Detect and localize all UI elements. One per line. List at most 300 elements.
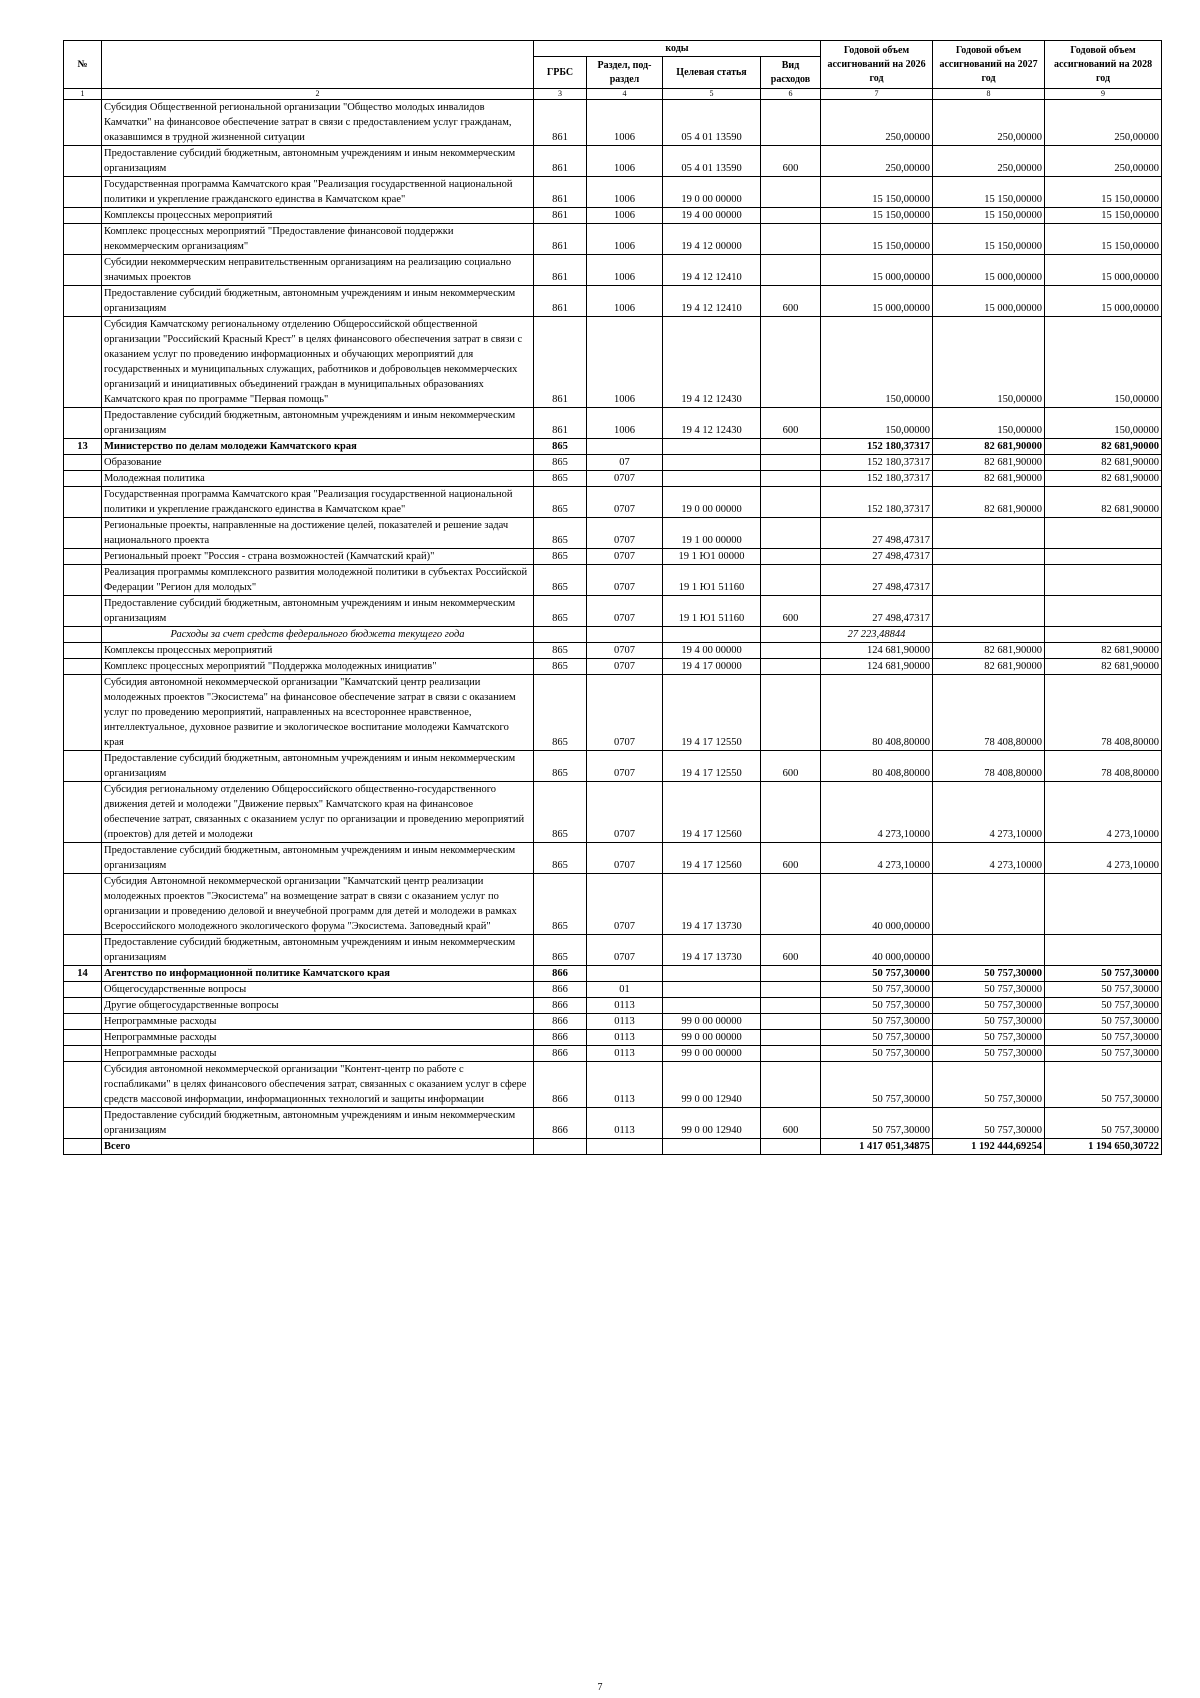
cell-2028: 4 273,10000 (1045, 782, 1162, 843)
cell-target: 19 4 17 12560 (663, 782, 761, 843)
cell-num (64, 874, 102, 935)
cell-name: Государственная программа Камчатского края "Реализация государственной национальной политики и укрепление гражданского единства в Камчатском крае" (102, 487, 534, 518)
cell-num (64, 998, 102, 1014)
cell-target: 19 4 12 12410 (663, 255, 761, 286)
cell-2026: 15 150,00000 (821, 208, 933, 224)
cell-num (64, 1014, 102, 1030)
cell-grbs: 861 (534, 146, 587, 177)
cell-section: 0707 (587, 751, 663, 782)
cell-2028: 82 681,90000 (1045, 487, 1162, 518)
cell-grbs: 865 (534, 455, 587, 471)
cell-2028 (1045, 627, 1162, 643)
cell-2027 (933, 565, 1045, 596)
cell-grbs: 866 (534, 1030, 587, 1046)
cell-name: Агентство по информационной политике Камчатского края (102, 966, 534, 982)
cell-2027: 82 681,90000 (933, 471, 1045, 487)
cell-grbs: 866 (534, 982, 587, 998)
cell-grbs: 865 (534, 549, 587, 565)
cell-2028: 78 408,80000 (1045, 751, 1162, 782)
cell-target: 19 4 17 13730 (663, 935, 761, 966)
cell-2027 (933, 627, 1045, 643)
cell-2026: 50 757,30000 (821, 1108, 933, 1139)
table-row (64, 782, 1162, 843)
column-index: 9 (1045, 89, 1162, 100)
column-index: 1 (64, 89, 102, 100)
cell-num (64, 471, 102, 487)
cell-kind (761, 966, 821, 982)
table-row (64, 998, 1162, 1014)
cell-num (64, 596, 102, 627)
cell-section: 0707 (587, 935, 663, 966)
cell-grbs: 865 (534, 439, 587, 455)
cell-name: Всего (102, 1139, 534, 1155)
table-row (64, 751, 1162, 782)
cell-grbs: 865 (534, 843, 587, 874)
cell-num (64, 408, 102, 439)
table-row (64, 208, 1162, 224)
table-row (64, 471, 1162, 487)
cell-kind (761, 317, 821, 408)
column-index: 7 (821, 89, 933, 100)
cell-section: 0707 (587, 874, 663, 935)
cell-grbs: 866 (534, 1014, 587, 1030)
cell-2026: 80 408,80000 (821, 751, 933, 782)
cell-2028: 15 000,00000 (1045, 255, 1162, 286)
cell-target (663, 966, 761, 982)
table-row (64, 843, 1162, 874)
cell-section: 0707 (587, 596, 663, 627)
cell-kind: 600 (761, 751, 821, 782)
cell-target: 19 4 00 00000 (663, 208, 761, 224)
cell-name: Комплексы процессных мероприятий (102, 643, 534, 659)
cell-kind (761, 100, 821, 146)
cell-2027: 15 150,00000 (933, 208, 1045, 224)
column-index: 6 (761, 89, 821, 100)
table-row (64, 317, 1162, 408)
cell-grbs: 861 (534, 177, 587, 208)
header-num: № (64, 41, 102, 89)
cell-2027: 15 000,00000 (933, 255, 1045, 286)
cell-num (64, 100, 102, 146)
cell-num: 14 (64, 966, 102, 982)
cell-grbs: 866 (534, 1062, 587, 1108)
cell-target: 19 4 17 00000 (663, 659, 761, 675)
header-2026: Годовой объем ассигнований на 2026 год (821, 41, 933, 89)
table-header (64, 41, 1162, 100)
cell-grbs: 866 (534, 1108, 587, 1139)
cell-2026: 150,00000 (821, 317, 933, 408)
cell-2026: 152 180,37317 (821, 471, 933, 487)
cell-grbs: 861 (534, 255, 587, 286)
cell-section (587, 1139, 663, 1155)
cell-kind (761, 627, 821, 643)
header-grbs: ГРБС (534, 57, 587, 89)
cell-target: 19 4 17 12560 (663, 843, 761, 874)
cell-name: Субсидия Автономной некоммерческой организации "Камчатский центр реализации молодежных проектов "Экосистема" на возмещение затрат в связи с оказанием услуг по организации и проведению деловой и внеучебной программ для детей и молодежи в рамках Всероссийского молодежного экологического форума "Экосистема. Заповедный край" (102, 874, 534, 935)
cell-kind (761, 874, 821, 935)
cell-2026: 4 273,10000 (821, 782, 933, 843)
cell-target (663, 982, 761, 998)
cell-target: 99 0 00 00000 (663, 1014, 761, 1030)
cell-section: 0707 (587, 675, 663, 751)
cell-kind (761, 565, 821, 596)
cell-target: 19 4 12 12430 (663, 317, 761, 408)
cell-2026: 50 757,30000 (821, 1014, 933, 1030)
cell-section: 0707 (587, 471, 663, 487)
cell-kind (761, 439, 821, 455)
cell-2028: 50 757,30000 (1045, 1030, 1162, 1046)
cell-2027: 82 681,90000 (933, 643, 1045, 659)
cell-name: Другие общегосударственные вопросы (102, 998, 534, 1014)
cell-num (64, 549, 102, 565)
cell-2026: 152 180,37317 (821, 455, 933, 471)
cell-kind (761, 1062, 821, 1108)
cell-section: 1006 (587, 100, 663, 146)
cell-grbs: 865 (534, 565, 587, 596)
cell-kind (761, 998, 821, 1014)
cell-num (64, 627, 102, 643)
cell-grbs: 861 (534, 286, 587, 317)
cell-2028: 15 150,00000 (1045, 224, 1162, 255)
cell-section (587, 966, 663, 982)
cell-2026: 27 223,48844 (821, 627, 933, 643)
cell-section: 0113 (587, 1062, 663, 1108)
cell-num (64, 208, 102, 224)
cell-2026: 124 681,90000 (821, 659, 933, 675)
cell-2028: 50 757,30000 (1045, 1014, 1162, 1030)
cell-2027: 82 681,90000 (933, 659, 1045, 675)
cell-grbs: 865 (534, 675, 587, 751)
cell-2027: 250,00000 (933, 146, 1045, 177)
cell-kind (761, 643, 821, 659)
cell-num (64, 487, 102, 518)
cell-name: Министерство по делам молодежи Камчатского края (102, 439, 534, 455)
cell-target: 19 4 17 12550 (663, 751, 761, 782)
cell-num (64, 843, 102, 874)
cell-2028: 82 681,90000 (1045, 439, 1162, 455)
column-index: 8 (933, 89, 1045, 100)
cell-section: 1006 (587, 208, 663, 224)
cell-2027 (933, 549, 1045, 565)
cell-grbs: 865 (534, 659, 587, 675)
cell-num (64, 286, 102, 317)
cell-2026: 50 757,30000 (821, 998, 933, 1014)
cell-kind (761, 255, 821, 286)
cell-section: 0113 (587, 1014, 663, 1030)
cell-section: 01 (587, 982, 663, 998)
cell-2027: 150,00000 (933, 317, 1045, 408)
cell-num (64, 643, 102, 659)
table-row (64, 1030, 1162, 1046)
cell-kind (761, 471, 821, 487)
cell-num (64, 1030, 102, 1046)
cell-num (64, 675, 102, 751)
cell-2027: 15 150,00000 (933, 224, 1045, 255)
cell-2028 (1045, 596, 1162, 627)
cell-target: 05 4 01 13590 (663, 100, 761, 146)
cell-target (663, 998, 761, 1014)
cell-2026: 80 408,80000 (821, 675, 933, 751)
table-row (64, 549, 1162, 565)
cell-2027: 82 681,90000 (933, 439, 1045, 455)
cell-2028: 50 757,30000 (1045, 982, 1162, 998)
cell-kind (761, 1014, 821, 1030)
cell-name: Расходы за счет средств федерального бюджета текущего года (102, 627, 534, 643)
cell-grbs: 865 (534, 751, 587, 782)
cell-2028: 50 757,30000 (1045, 998, 1162, 1014)
cell-2028: 15 000,00000 (1045, 286, 1162, 317)
cell-name: Непрограммные расходы (102, 1030, 534, 1046)
cell-section: 0113 (587, 1030, 663, 1046)
cell-2027: 50 757,30000 (933, 1108, 1045, 1139)
header-section: Раздел, под-раздел (587, 57, 663, 89)
table-row (64, 487, 1162, 518)
cell-2028 (1045, 518, 1162, 549)
cell-2026: 50 757,30000 (821, 1030, 933, 1046)
cell-2027: 50 757,30000 (933, 1030, 1045, 1046)
cell-2028: 82 681,90000 (1045, 471, 1162, 487)
cell-2027: 50 757,30000 (933, 998, 1045, 1014)
cell-2028: 15 150,00000 (1045, 177, 1162, 208)
cell-2027: 78 408,80000 (933, 675, 1045, 751)
cell-num (64, 255, 102, 286)
cell-name: Предоставление субсидий бюджетным, автономным учреждениям и иным некоммерческим организациям (102, 1108, 534, 1139)
cell-2028 (1045, 565, 1162, 596)
cell-kind (761, 224, 821, 255)
cell-2026: 152 180,37317 (821, 439, 933, 455)
table-row (64, 100, 1162, 146)
cell-num (64, 177, 102, 208)
table-row (64, 627, 1162, 643)
cell-2027: 50 757,30000 (933, 1062, 1045, 1108)
table-row (64, 177, 1162, 208)
cell-2028: 82 681,90000 (1045, 455, 1162, 471)
cell-2026: 27 498,47317 (821, 596, 933, 627)
header-2027: Годовой объем ассигнований на 2027 год (933, 41, 1045, 89)
cell-name: Общегосударственные вопросы (102, 982, 534, 998)
table-row (64, 1108, 1162, 1139)
cell-2027 (933, 935, 1045, 966)
cell-kind (761, 982, 821, 998)
cell-name: Субсидия Общественной региональной организации "Общество молодых инвалидов Камчатки" на финансовое обеспечение затрат в связи с предоставлением услуг гражданам, оказавшимся в трудной жизненной ситуации (102, 100, 534, 146)
cell-2026: 40 000,00000 (821, 874, 933, 935)
cell-section: 0707 (587, 782, 663, 843)
cell-section: 07 (587, 455, 663, 471)
column-index: 3 (534, 89, 587, 100)
cell-2026: 15 000,00000 (821, 286, 933, 317)
cell-section: 1006 (587, 286, 663, 317)
table-row (64, 518, 1162, 549)
cell-target: 19 4 12 12430 (663, 408, 761, 439)
cell-2026: 27 498,47317 (821, 565, 933, 596)
cell-num (64, 317, 102, 408)
cell-2028 (1045, 935, 1162, 966)
cell-name: Предоставление субсидий бюджетным, автономным учреждениям и иным некоммерческим организациям (102, 408, 534, 439)
column-index: 4 (587, 89, 663, 100)
cell-grbs: 861 (534, 208, 587, 224)
cell-name: Субсидия автономной некоммерческой организации "Контент-центр по работе с госпабликами" в целях финансового обеспечения затрат, связанных с оказанием услуг в сфере средств массовой информации, информационных технологий и защиты информации (102, 1062, 534, 1108)
cell-num (64, 782, 102, 843)
cell-2028: 50 757,30000 (1045, 1046, 1162, 1062)
cell-grbs: 866 (534, 998, 587, 1014)
cell-target: 05 4 01 13590 (663, 146, 761, 177)
cell-2026: 50 757,30000 (821, 982, 933, 998)
cell-2028: 1 194 650,30722 (1045, 1139, 1162, 1155)
cell-kind (761, 782, 821, 843)
cell-grbs: 866 (534, 1046, 587, 1062)
table-row (64, 874, 1162, 935)
header-codes: коды (534, 41, 821, 57)
cell-target: 99 0 00 00000 (663, 1030, 761, 1046)
cell-target: 99 0 00 12940 (663, 1062, 761, 1108)
table-row (64, 935, 1162, 966)
cell-name: Региональный проект "Россия - страна возможностей (Камчатский край)" (102, 549, 534, 565)
table-row (64, 286, 1162, 317)
cell-target: 99 0 00 00000 (663, 1046, 761, 1062)
cell-target (663, 439, 761, 455)
cell-target: 19 0 00 00000 (663, 177, 761, 208)
cell-kind: 600 (761, 596, 821, 627)
cell-2028: 15 150,00000 (1045, 208, 1162, 224)
cell-kind: 600 (761, 146, 821, 177)
cell-2027: 50 757,30000 (933, 1014, 1045, 1030)
cell-2026: 15 150,00000 (821, 224, 933, 255)
table-row (64, 1139, 1162, 1155)
cell-grbs (534, 627, 587, 643)
cell-name: Комплексы процессных мероприятий (102, 208, 534, 224)
cell-2028: 150,00000 (1045, 317, 1162, 408)
table-row (64, 408, 1162, 439)
cell-kind (761, 487, 821, 518)
cell-2027: 50 757,30000 (933, 966, 1045, 982)
cell-2028 (1045, 549, 1162, 565)
cell-section: 1006 (587, 255, 663, 286)
cell-kind: 600 (761, 408, 821, 439)
cell-name: Субсидия автономной некоммерческой организации "Камчатский центр реализации молодежных проектов "Экосистема" на финансовое обеспечение затрат в связи с оказанием услуг по проведению мероприятий, направленных на всестороннее нравственное, интеллектуальное, духовное развитие и экологическое воспитание молодежи Камчатского края (102, 675, 534, 751)
cell-kind: 600 (761, 935, 821, 966)
cell-target: 19 0 00 00000 (663, 487, 761, 518)
table-row (64, 982, 1162, 998)
cell-kind (761, 455, 821, 471)
cell-target (663, 455, 761, 471)
table-row (64, 146, 1162, 177)
cell-2028: 4 273,10000 (1045, 843, 1162, 874)
cell-kind (761, 518, 821, 549)
table-row (64, 596, 1162, 627)
cell-num (64, 146, 102, 177)
cell-name: Региональные проекты, направленные на достижение целей, показателей и решение задач национального проекта (102, 518, 534, 549)
cell-2026: 15 150,00000 (821, 177, 933, 208)
cell-kind (761, 208, 821, 224)
cell-2026: 124 681,90000 (821, 643, 933, 659)
cell-name: Предоставление субсидий бюджетным, автономным учреждениям и иным некоммерческим организациям (102, 843, 534, 874)
cell-name: Предоставление субсидий бюджетным, автономным учреждениям и иным некоммерческим организациям (102, 751, 534, 782)
cell-2027: 82 681,90000 (933, 455, 1045, 471)
page-number: 7 (597, 1682, 603, 1693)
cell-name: Образование (102, 455, 534, 471)
cell-target: 19 4 00 00000 (663, 643, 761, 659)
cell-2026: 1 417 051,34875 (821, 1139, 933, 1155)
cell-grbs: 866 (534, 966, 587, 982)
cell-2028: 78 408,80000 (1045, 675, 1162, 751)
cell-kind (761, 549, 821, 565)
cell-name: Предоставление субсидий бюджетным, автономным учреждениям и иным некоммерческим организациям (102, 146, 534, 177)
table-row (64, 1062, 1162, 1108)
cell-num (64, 455, 102, 471)
table-row (64, 224, 1162, 255)
table-row (64, 966, 1162, 982)
budget-table (63, 40, 1162, 1155)
cell-target: 19 4 12 00000 (663, 224, 761, 255)
cell-num (64, 565, 102, 596)
cell-target: 19 1 00 00000 (663, 518, 761, 549)
column-index-row (64, 89, 1162, 100)
cell-name: Государственная программа Камчатского края "Реализация государственной национальной политики и укрепление гражданского единства в Камчатском крае" (102, 177, 534, 208)
cell-name: Непрограммные расходы (102, 1046, 534, 1062)
cell-2026: 50 757,30000 (821, 966, 933, 982)
cell-2028: 82 681,90000 (1045, 659, 1162, 675)
cell-name: Комплекс процессных мероприятий "Предоставление финансовой поддержки некоммерческим организациям" (102, 224, 534, 255)
cell-2027: 1 192 444,69254 (933, 1139, 1045, 1155)
cell-2026: 40 000,00000 (821, 935, 933, 966)
cell-name: Предоставление субсидий бюджетным, автономным учреждениям и иным некоммерческим организациям (102, 935, 534, 966)
cell-grbs: 865 (534, 596, 587, 627)
table-row (64, 659, 1162, 675)
cell-section (587, 439, 663, 455)
cell-2028 (1045, 874, 1162, 935)
cell-num (64, 1046, 102, 1062)
cell-2027: 50 757,30000 (933, 1046, 1045, 1062)
cell-num: 13 (64, 439, 102, 455)
cell-2026: 152 180,37317 (821, 487, 933, 518)
cell-2028: 250,00000 (1045, 100, 1162, 146)
cell-name: Субсидия Камчатскому региональному отделению Общероссийской общественной организации "Российский Красный Крест" в целях финансового обеспечения затрат в связи с оказанием услуг по проведению информационных и обучающих мероприятий для государственных и муниципальных служащих, работников и добровольцев некоммерческих организаций и инициативных объединений граждан в муниципальных образованиях Камчатского края по программе "Первая помощь" (102, 317, 534, 408)
cell-2027: 4 273,10000 (933, 843, 1045, 874)
cell-grbs: 861 (534, 100, 587, 146)
table-body (64, 100, 1162, 1155)
cell-name: Непрограммные расходы (102, 1014, 534, 1030)
cell-grbs (534, 1139, 587, 1155)
header-target: Целевая статья (663, 57, 761, 89)
cell-2026: 15 000,00000 (821, 255, 933, 286)
cell-2026: 4 273,10000 (821, 843, 933, 874)
cell-name: Предоставление субсидий бюджетным, автономным учреждениям и иным некоммерческим организациям (102, 286, 534, 317)
cell-grbs: 861 (534, 317, 587, 408)
cell-section: 0707 (587, 487, 663, 518)
cell-target: 99 0 00 12940 (663, 1108, 761, 1139)
table-row (64, 455, 1162, 471)
table-row (64, 565, 1162, 596)
cell-name: Молодежная политика (102, 471, 534, 487)
cell-grbs: 865 (534, 935, 587, 966)
cell-section: 0707 (587, 843, 663, 874)
cell-section: 1006 (587, 317, 663, 408)
table-row (64, 1014, 1162, 1030)
cell-section: 1006 (587, 224, 663, 255)
cell-name: Субсидия региональному отделению Общероссийского общественно-государственного движения детей и молодежи "Движение первых" Камчатского края на финансовое обеспечение затрат, связанных с оказанием услуг по организации и проведению мероприятий (проектов) для детей и молодежи (102, 782, 534, 843)
cell-2028: 82 681,90000 (1045, 643, 1162, 659)
cell-grbs: 861 (534, 224, 587, 255)
cell-section: 0113 (587, 998, 663, 1014)
cell-2026: 27 498,47317 (821, 518, 933, 549)
column-index: 2 (102, 89, 534, 100)
cell-name: Реализация программы комплексного развития молодежной политики в субъектах Российской Федерации "Регион для молодых" (102, 565, 534, 596)
table-row (64, 439, 1162, 455)
cell-2028: 50 757,30000 (1045, 1062, 1162, 1108)
cell-kind (761, 1139, 821, 1155)
table-row (64, 1046, 1162, 1062)
cell-section: 1006 (587, 146, 663, 177)
